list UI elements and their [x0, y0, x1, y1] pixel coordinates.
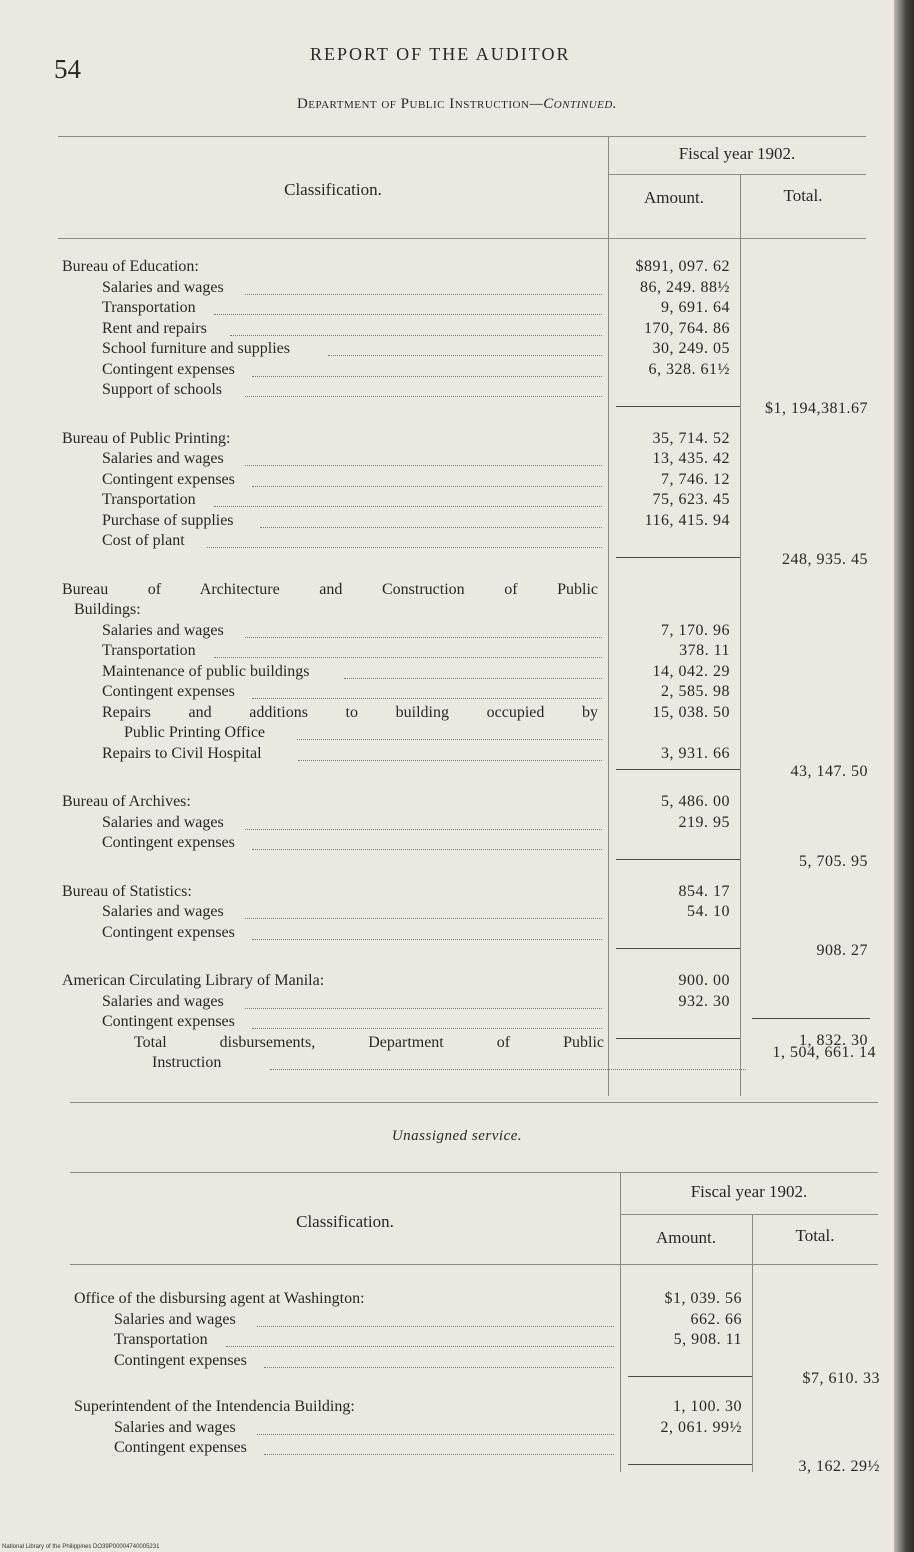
subtotal-rule: [616, 1038, 740, 1039]
section-title-main: Department of Public Instruction: [296, 96, 530, 112]
line-item-label: Contingent expenses: [102, 360, 235, 378]
line-item-amount: 75, 623. 45: [652, 491, 730, 508]
header-total: Total.: [783, 186, 823, 205]
line-item-label: Salaries and wages: [102, 450, 224, 467]
leader-dots: [270, 1069, 746, 1070]
group-total: 5, 705. 95: [799, 852, 868, 870]
group-heading: Bureau of Statistics:: [62, 882, 192, 900]
line-item-label: Contingent expenses: [102, 1013, 235, 1030]
line-item-label: Contingent expenses: [102, 470, 235, 488]
line-item-amount: 30, 249. 05: [652, 340, 730, 357]
section-title-continued: —Continued.: [529, 96, 618, 112]
table2-header-classification: Classification.: [296, 1212, 394, 1231]
leader-dots: [257, 1434, 614, 1435]
table2-fiscal-rule: [620, 1214, 878, 1215]
line-item-label: Transportation: [102, 642, 196, 659]
line-item-amount: 170, 764. 86: [644, 319, 730, 337]
line-item-amount: 116, 415. 94: [644, 511, 730, 529]
leader-dots: [214, 314, 602, 315]
table-top-rule: [58, 136, 866, 137]
header-bottom-rule: [58, 238, 866, 239]
leader-dots: [245, 465, 602, 466]
table2-col-divider-2: [752, 1214, 753, 1472]
leader-dots: [252, 849, 602, 850]
line-item-amount: 378. 11: [679, 642, 730, 659]
line-item-amount: 219. 95: [678, 813, 730, 831]
line-item-amount: 54. 10: [687, 903, 730, 920]
line-item-amount: 7, 746. 12: [661, 470, 730, 488]
group-total: 43, 147. 50: [790, 763, 868, 780]
line-item-amount: 2, 585. 98: [661, 683, 730, 700]
line-item-label: Salaries and wages: [114, 1310, 236, 1328]
page-edge-shadow: [894, 0, 914, 1552]
line-item-amount: $891, 097. 62: [635, 258, 730, 275]
grand-total-rule: [752, 1018, 870, 1019]
line-item-label: Transportation: [114, 1331, 208, 1348]
group-heading: Bureau of Archives:: [62, 793, 191, 810]
group-heading: Office of the disbursing agent at Washington:: [74, 1290, 365, 1307]
grand-total: 1, 504, 661. 14: [772, 1044, 876, 1061]
line-item-label: Salaries and wages: [102, 278, 224, 296]
subtotal-rule: [616, 406, 740, 407]
line-item-amount: 13, 435. 42: [652, 450, 730, 467]
leader-dots: [214, 506, 602, 507]
group-total: $7, 610. 33: [802, 1370, 880, 1387]
group-heading: Superintendent of the Intendencia Building:: [74, 1398, 355, 1415]
table2-header-fiscal-year: Fiscal year 1902.: [690, 1182, 808, 1201]
page-number: 54: [54, 54, 81, 84]
line-item-label-cont: Public Printing Office: [124, 724, 266, 741]
line-item-label: Contingent expenses: [114, 1439, 247, 1456]
line-item-amount: 7, 170. 96: [661, 621, 730, 639]
leader-dots: [245, 294, 602, 295]
subtotal-rule: [616, 948, 740, 949]
leader-dots: [298, 760, 602, 761]
table2-header-bottom-rule: [70, 1264, 878, 1265]
subtotal-rule: [616, 769, 740, 770]
leader-dots: [226, 1346, 614, 1347]
group-heading: Bureau of Education:: [62, 258, 199, 275]
header-classification: Classification.: [284, 180, 382, 199]
group-total: 908. 27: [816, 942, 868, 959]
leader-dots: [230, 335, 602, 336]
leader-dots: [214, 657, 602, 658]
line-item-amount: 900. 00: [678, 972, 730, 989]
leader-dots: [257, 1326, 614, 1327]
leader-dots: [207, 547, 602, 548]
line-item-amount: $1, 039. 56: [664, 1290, 742, 1307]
line-item-label: Contingent expenses: [102, 923, 235, 941]
leader-dots: [252, 1028, 602, 1029]
line-item-label: Salaries and wages: [114, 1418, 236, 1436]
line-item-label: Transportation: [102, 299, 196, 316]
scan-footer: National Library of the Philippines DO39P00004740005231: [2, 1544, 160, 1550]
leader-dots: [260, 527, 602, 528]
leader-dots: [264, 1367, 614, 1368]
group-total: $1, 194,381.67: [765, 399, 868, 417]
line-item-label: Contingent expenses: [114, 1351, 247, 1369]
leader-dots: [245, 637, 602, 638]
group-heading: Bureau of Architecture and Construction of Public: [62, 580, 598, 598]
header-amount: Amount.: [644, 188, 704, 207]
line-item-label: Rent and repairs: [102, 319, 207, 337]
leader-dots: [245, 1008, 602, 1009]
grand-total-label-cont: Instruction: [152, 1054, 222, 1071]
line-item-label: Cost of plant: [102, 532, 185, 549]
table-bottom-rule: [70, 1102, 878, 1103]
line-item-amount: 854. 17: [678, 882, 730, 900]
line-item-label: Purchase of supplies: [102, 511, 234, 529]
leader-dots: [344, 678, 602, 679]
leader-dots: [245, 918, 602, 919]
leader-dots: [252, 698, 602, 699]
line-item-label: Transportation: [102, 491, 196, 508]
line-item-label: Salaries and wages: [102, 813, 224, 831]
line-item-label: Salaries and wages: [102, 903, 224, 920]
subtotal-rule: [628, 1376, 752, 1377]
group-heading: Bureau of Public Printing:: [62, 429, 231, 447]
line-item-amount: 3, 931. 66: [661, 744, 730, 762]
section-title-unassigned: Unassigned service.: [391, 1128, 523, 1144]
line-item-label: Salaries and wages: [102, 621, 224, 639]
leader-dots: [264, 1454, 614, 1455]
group-heading-cont: Buildings:: [74, 601, 141, 618]
header-fiscal-year: Fiscal year 1902.: [678, 144, 796, 163]
leader-dots: [252, 486, 602, 487]
subtotal-rule: [616, 557, 740, 558]
leader-dots: [328, 355, 602, 356]
line-item-label: Contingent expenses: [102, 834, 235, 851]
line-item-label: Support of schools: [102, 381, 222, 398]
line-item-amount: 662. 66: [690, 1310, 742, 1328]
group-total: 248, 935. 45: [782, 550, 868, 568]
line-item-amount: 5, 486. 00: [661, 793, 730, 810]
line-item-label: School furniture and supplies: [102, 340, 290, 357]
line-item-label: Repairs and additions to building occupied by: [102, 703, 598, 721]
line-item-label: Salaries and wages: [102, 992, 224, 1010]
group-heading: American Circulating Library of Manila:: [62, 972, 325, 989]
line-item-amount: 2, 061. 99½: [660, 1418, 742, 1436]
leader-dots: [297, 739, 602, 740]
subtotal-rule: [628, 1464, 752, 1465]
leader-dots: [245, 396, 602, 397]
section-title: [0, 96, 914, 113]
line-item-amount: 14, 042. 29: [652, 662, 730, 680]
running-head: REPORT OF THE AUDITOR: [310, 44, 571, 64]
line-item-amount: 9, 691. 64: [661, 299, 730, 316]
table2-header-total: Total.: [795, 1226, 835, 1245]
group-total: 3, 162. 29½: [798, 1457, 880, 1475]
line-item-amount: 932. 30: [678, 992, 730, 1010]
group-total: 1, 832. 30: [799, 1031, 868, 1049]
leader-dots: [252, 376, 602, 377]
line-item-amount: 15, 038. 50: [652, 703, 730, 721]
line-item-amount: 1, 100. 30: [673, 1398, 742, 1415]
grand-total-label: Total disbursements, Department of Public: [134, 1034, 604, 1051]
table2-header-amount: Amount.: [656, 1228, 716, 1247]
line-item-amount: 5, 908. 11: [673, 1331, 742, 1348]
fiscal-rule: [608, 174, 866, 175]
line-item-label: Repairs to Civil Hospital: [102, 744, 262, 762]
line-item-amount: 6, 328. 61½: [648, 360, 730, 378]
line-item-label: Contingent expenses: [102, 683, 235, 700]
line-item-amount: 35, 714. 52: [652, 429, 730, 447]
line-item-label: Maintenance of public buildings: [102, 662, 310, 680]
table2-top-rule: [70, 1172, 878, 1173]
leader-dots: [245, 829, 602, 830]
leader-dots: [252, 939, 602, 940]
subtotal-rule: [616, 859, 740, 860]
line-item-amount: 86, 249. 88½: [640, 278, 730, 296]
